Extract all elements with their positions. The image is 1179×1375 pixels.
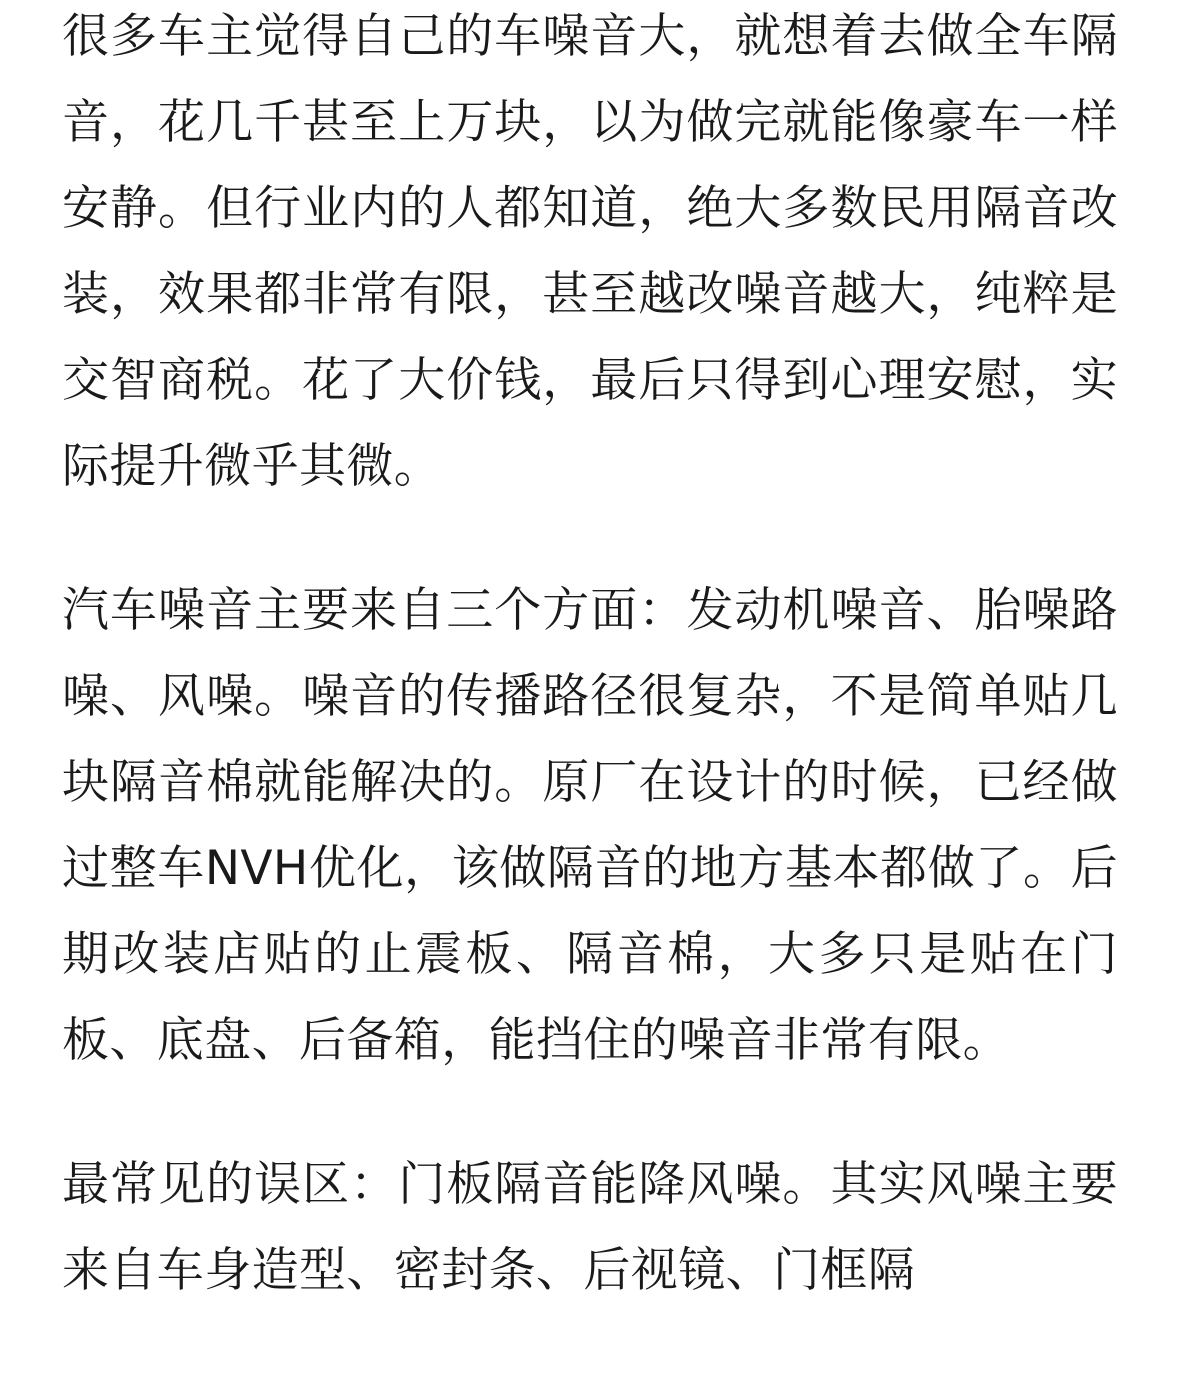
article-body (62, 0, 1118, 1372)
paragraph-1: 很多车主觉得自己的车噪音大，就想着去做全车隔音，花几千甚至上万块，以为做完就能像豪车一样安静。但行业内的人都知道，绝大多数民用隔音改装，效果都非常有限，甚至越改噪音越大，纯粹是交智商税。花了大价钱，最后只得到心理安慰，实际提升微乎其微。 (62, 9, 1118, 494)
paragraph-2: 汽车噪音主要来自三个方面：发动机噪音、胎噪路噪、风噪。噪音的传播路径很复杂，不是简单贴几块隔音棉就能解决的。原厂在设计的时候，已经做过整车NVH优化，该做隔音的地方基本都做了。后期改装店贴的止震板、隔音棉，大多只是贴在门板、底盘、后备箱，能挡住的噪音非常有限。 (62, 583, 1118, 1068)
paragraph-3: 最常见的误区：门板隔音能降风噪。其实风噪主要来自车身造型、密封条、后视镜、门框隔 (62, 1157, 1118, 1298)
